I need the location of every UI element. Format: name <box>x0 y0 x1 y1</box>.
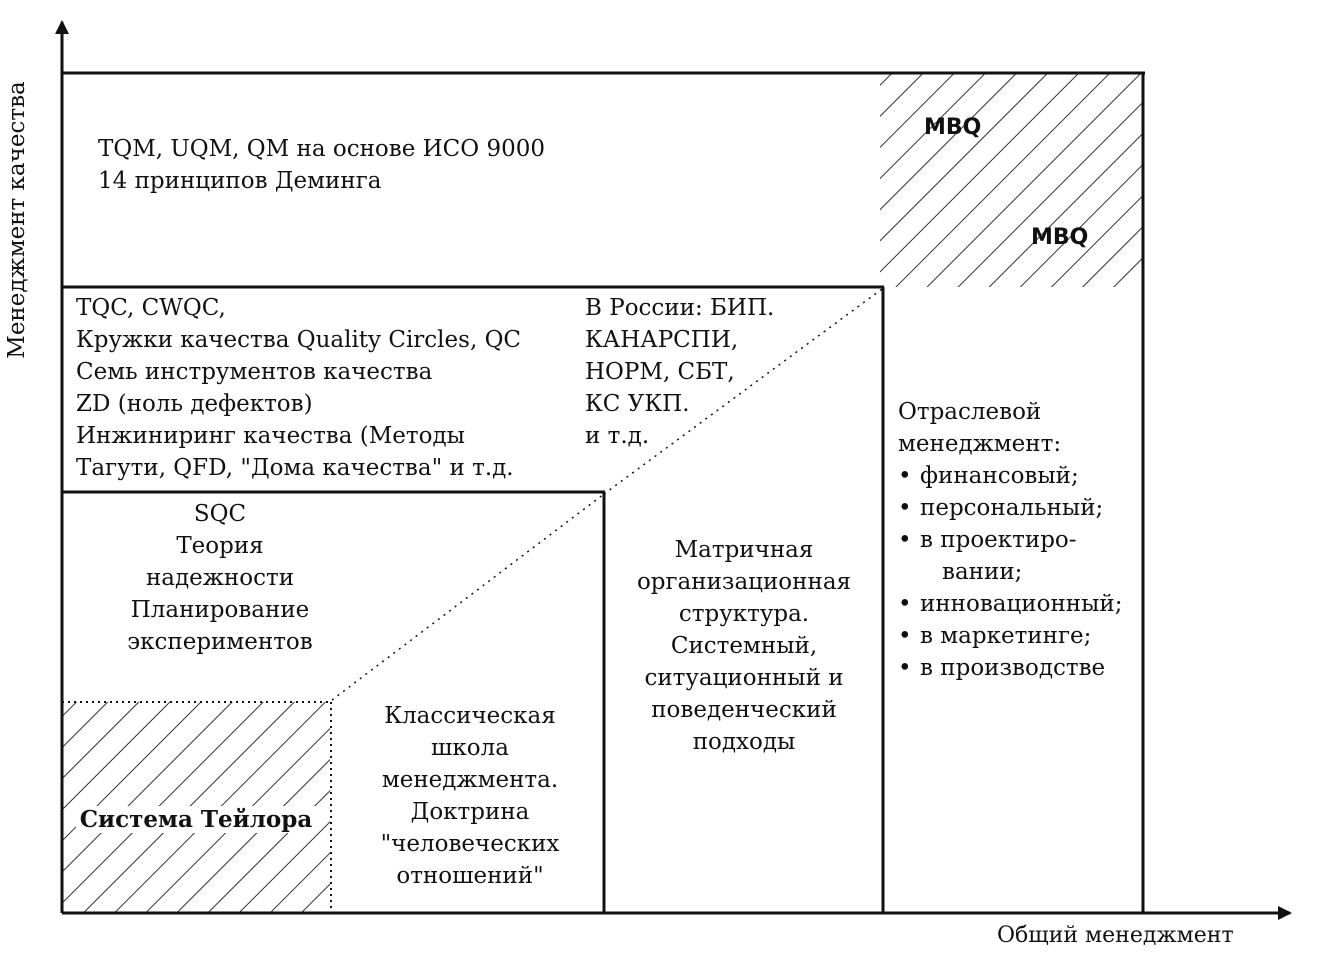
top-block-line: 14 принципов Деминга <box>98 168 382 194</box>
russia-line: В России: БИП. <box>585 295 775 321</box>
matrix-line: Системный, <box>670 633 818 659</box>
matrix-line: ситуационный и <box>644 665 844 691</box>
matrix-line: организационная <box>636 569 852 595</box>
sqc-line: SQC <box>193 501 247 527</box>
matrix-line: подходы <box>692 729 796 755</box>
classic-line: Классическая <box>384 703 556 729</box>
classic-block <box>340 700 600 892</box>
industry-block <box>898 396 1123 684</box>
tqc-line: TQC, CWQC, <box>76 295 226 321</box>
tqc-line: Семь инструментов качества <box>76 359 433 385</box>
industry-title-line: Отраслевой <box>898 399 1042 425</box>
industry-item: • инновационный; <box>898 588 1123 620</box>
bullet-icon: • <box>898 463 912 489</box>
sqc-block <box>70 498 370 658</box>
matrix-line: Матричная <box>674 537 814 563</box>
matrix-line: структура. <box>678 601 810 627</box>
mbq-label: MBQ <box>924 115 982 140</box>
russia-line: и т.д. <box>585 423 650 449</box>
top-block-line: TQM, UQM, QM на основе ИСО 9000 <box>98 136 545 162</box>
bullet-icon: • <box>898 527 912 553</box>
taylor-label: Система Тейлора <box>76 806 317 833</box>
russia-block <box>585 292 774 452</box>
russia-line: НОРМ, СБТ, <box>585 359 735 385</box>
classic-line: Доктрина <box>410 799 530 825</box>
industry-item: • финансовый; <box>898 460 1123 492</box>
industry-item: • в производстве <box>898 652 1123 684</box>
top-block <box>98 133 545 197</box>
classic-line: менеджмента. <box>381 767 559 793</box>
matrix-line: поведенческий <box>651 697 837 723</box>
bullet-icon: • <box>898 655 912 681</box>
bullet-icon: • <box>898 591 912 617</box>
classic-line: отношений" <box>396 863 544 889</box>
russia-line: КАНАРСПИ, <box>585 327 739 353</box>
matrix-block <box>612 534 876 758</box>
sqc-line: Планирование <box>130 597 310 623</box>
industry-title-line: менеджмент: <box>898 431 1062 457</box>
tqc-block <box>76 292 521 484</box>
y-axis-label: Менеджмент качества <box>4 81 30 359</box>
sqc-line: Теория <box>176 533 264 559</box>
tqc-line: Кружки качества Quality Circles, QC <box>76 327 522 353</box>
tqc-line: Тагути, QFD, "Дома качества" и т.д. <box>76 455 514 481</box>
sqc-line: надежности <box>145 565 295 591</box>
mbq-hatched-region <box>880 73 1143 287</box>
bullet-icon: • <box>898 495 912 521</box>
mbq-label: MBQ <box>1031 225 1089 250</box>
diagonal-dotted-1 <box>332 494 604 700</box>
industry-item: • в проектиро- <box>898 524 1123 556</box>
x-axis-label: Общий менеджмент <box>997 923 1234 948</box>
sqc-line: экспериментов <box>127 629 313 655</box>
bullet-icon: • <box>898 623 912 649</box>
industry-item: • персональный; <box>898 492 1123 524</box>
industry-item: • в маркетинге; <box>898 620 1123 652</box>
russia-line: КС УКП. <box>585 391 690 417</box>
classic-line: "человеческих <box>380 831 560 857</box>
classic-line: школа <box>431 735 509 761</box>
tqc-line: Инжиниринг качества (Методы <box>76 423 465 449</box>
taylor-block <box>62 804 330 836</box>
industry-item-continuation: вании; <box>942 559 1023 585</box>
tqc-line: ZD (ноль дефектов) <box>76 391 313 417</box>
